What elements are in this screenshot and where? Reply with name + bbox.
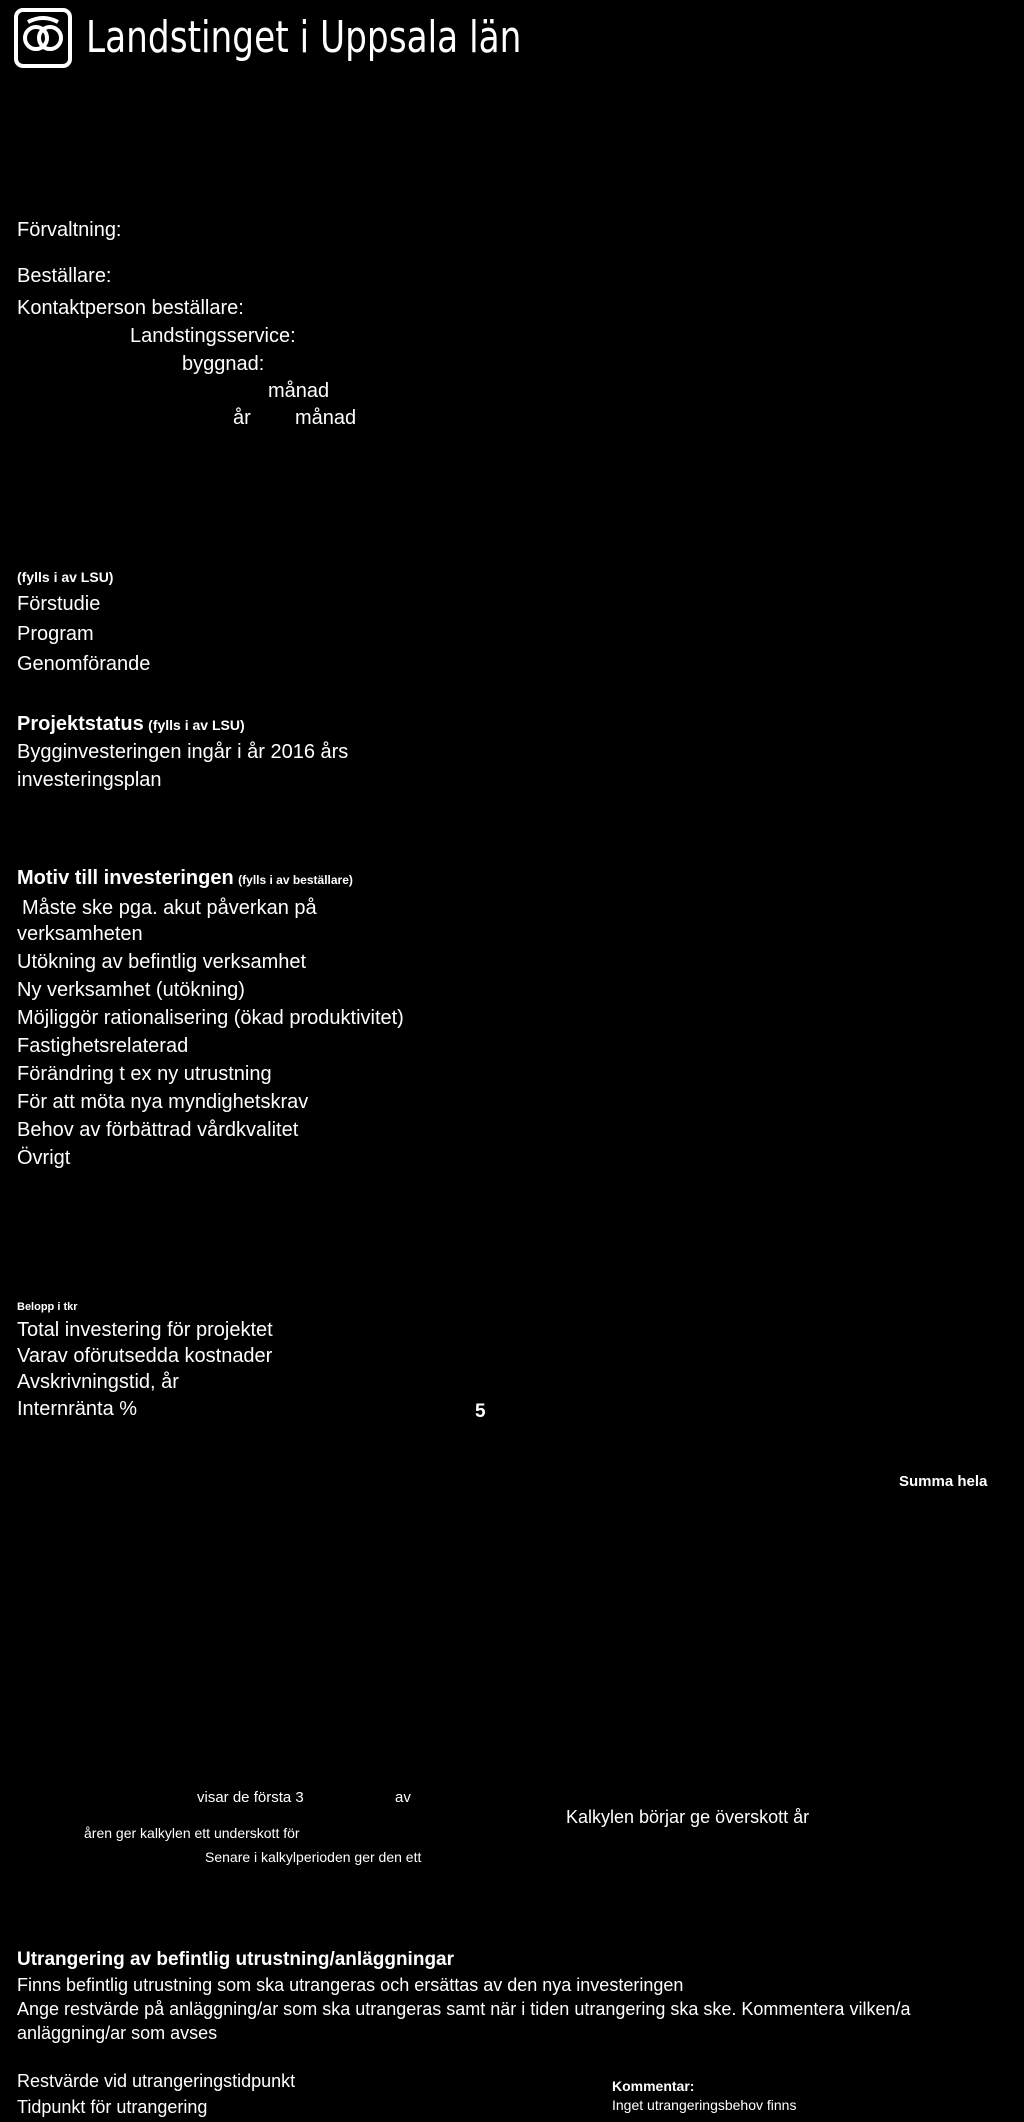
projektstatus-note: (fylls i av LSU) (148, 717, 245, 733)
resultat-visar: visar de första 3 (197, 1789, 304, 1806)
skede-genomforande: Genomförande (17, 653, 151, 675)
resultat-overskott: Kalkylen börjar ge överskott år (566, 1807, 810, 1827)
motiv-item-ny-verksamhet: Ny verksamhet (utökning) (17, 979, 245, 1001)
resultat-underskott: åren ger kalkylen ett underskott för (84, 1825, 300, 1841)
motiv-item-ovrigt: Övrigt (17, 1147, 71, 1169)
resultat-senare: Senare i kalkylperioden ger den ett (205, 1849, 422, 1865)
label-byggnad: byggnad: (182, 353, 265, 375)
skede-note: (fylls i av LSU) (17, 569, 114, 585)
motiv-heading (17, 868, 353, 888)
resultat-av: av (395, 1789, 411, 1806)
projektstatus-line2: investeringsplan (17, 769, 162, 791)
landstinget-logo-icon (14, 8, 72, 68)
projektstatus-line1: Bygginvesteringen ingår i år 2016 års (17, 741, 349, 763)
label-landstingsservice: Landstingsservice: (130, 325, 296, 347)
label-ar: år (233, 407, 251, 429)
utrangering-line3: anläggning/ar som avses (17, 2023, 218, 2043)
org-name: Landstinget i Uppsala län (86, 12, 522, 63)
motiv-item-akut: Måste ske pga. akut påverkan på (22, 897, 317, 919)
utrangering-title: Utrangering av befintlig utrustning/anläggningar (17, 1949, 455, 1970)
motiv-item-utokning: Utökning av befintlig verksamhet (17, 951, 307, 973)
kalkyl-internranta-value: 5 (475, 1401, 486, 1422)
motiv-item-verksamheten: verksamheten (17, 923, 143, 945)
label-bestallare: Beställare: (17, 265, 112, 287)
projektstatus-heading (17, 714, 245, 734)
kalkyl-internranta: Internränta % (17, 1398, 138, 1420)
kalkyl-summa-hela: Summa hela (899, 1473, 988, 1490)
label-kontaktperson: Kontaktperson beställare: (17, 297, 244, 319)
utrangering-kommentar-label: Kommentar: (612, 2078, 695, 2094)
motiv-item-myndighetskrav: För att möta nya myndighetskrav (17, 1091, 309, 1113)
motiv-item-forandring: Förändring t ex ny utrustning (17, 1063, 272, 1085)
skede-program: Program (17, 623, 94, 645)
utrangering-restvarde: Restvärde vid utrangeringstidpunkt (17, 2071, 296, 2091)
belopp-note: Belopp i tkr (17, 1301, 78, 1313)
utrangering-line1: Finns befintlig utrustning som ska utrangeras och ersättas av den nya investeringen (17, 1975, 684, 1995)
label-manad-1: månad (268, 380, 330, 402)
skede-forstudie: Förstudie (17, 593, 101, 615)
kalkyl-avskrivning: Avskrivningstid, år (17, 1371, 179, 1393)
motiv-title: Motiv till investeringen (17, 867, 234, 889)
motiv-note: (fylls i av beställare) (238, 873, 353, 887)
utrangering-tidpunkt: Tidpunkt för utrangering (17, 2097, 208, 2117)
kalkyl-varav: Varav oförutsedda kostnader (17, 1345, 273, 1367)
label-forvaltning: Förvaltning: (17, 219, 122, 241)
utrangering-kommentar-value: Inget utrangeringsbehov finns (612, 2097, 797, 2113)
kalkyl-total: Total investering för projektet (17, 1319, 273, 1341)
label-manad-2: månad (295, 407, 357, 429)
utrangering-line2: Ange restvärde på anläggning/ar som ska utrangeras samt när i tiden utrangering ska ske. Kommentera vilken/a (17, 1999, 911, 2019)
motiv-item-vardkvalitet: Behov av förbättrad vårdkvalitet (17, 1119, 299, 1141)
projektstatus-title: Projektstatus (17, 713, 144, 735)
motiv-item-rationalisering: Möjliggör rationalisering (ökad produktivitet) (17, 1007, 404, 1029)
motiv-item-fastighet: Fastighetsrelaterad (17, 1035, 189, 1057)
